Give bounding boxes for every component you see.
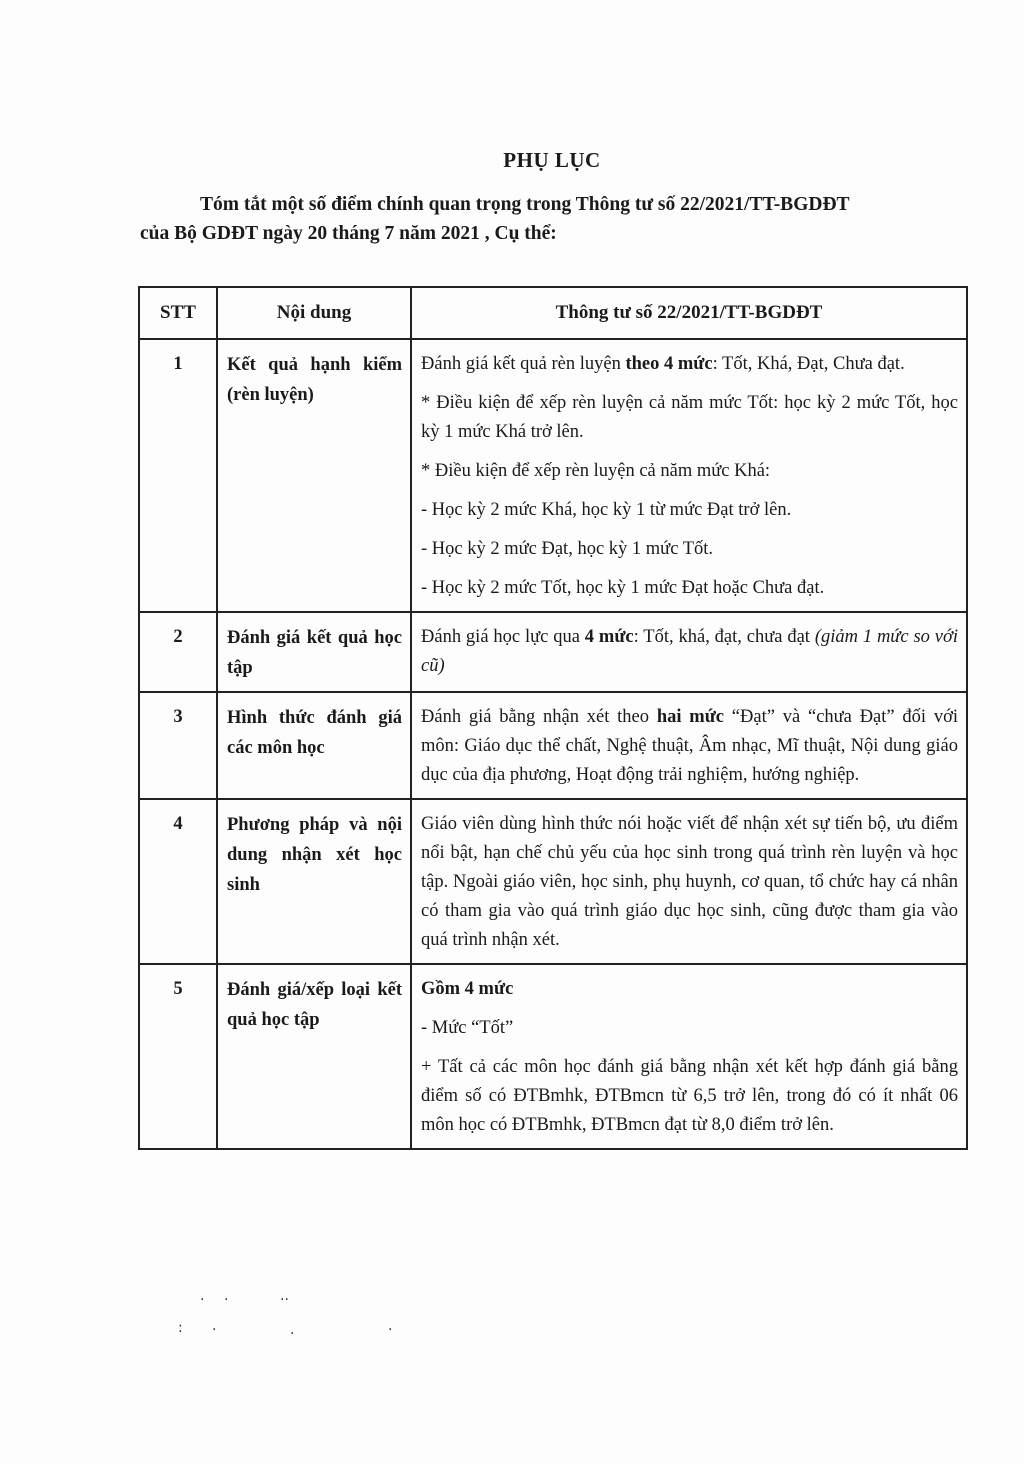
content-paragraph: - Học kỳ 2 mức Tốt, học kỳ 1 mức Đạt hoặc Chưa đạt. <box>421 578 825 598</box>
header-noi-dung: Nội dung <box>217 287 411 339</box>
content-paragraph: Đánh giá học lực qua 4 mức: Tốt, khá, đạt, chưa đạt (giảm 1 mức so với cũ) <box>421 627 959 676</box>
row-number: 4 <box>139 799 217 964</box>
row-number: 5 <box>139 964 217 1149</box>
row-content <box>411 964 967 1149</box>
row-number: 3 <box>139 692 217 799</box>
document-title: PHỤ LỤC <box>503 148 601 172</box>
content-paragraph: Đánh giá bằng nhận xét theo hai mức “Đạt” và “chưa Đạt” đối với môn: Giáo dục thể chất, Nghệ thuật, Âm nhạc, Mĩ thuật, Nội dung giáo dục của địa phương, Hoạt động trải nghiệm, hướng nghiệp. <box>421 707 959 785</box>
document-intro <box>140 190 968 248</box>
intro-line-2: của Bộ GDĐT ngày 20 tháng 7 năm 2021 , Cụ thể: <box>140 223 557 244</box>
scan-speck: · <box>200 1292 205 1308</box>
header-stt: STT <box>139 287 217 339</box>
table-row <box>139 339 967 612</box>
content-paragraph: Gồm 4 mức <box>421 979 514 999</box>
table-header-row <box>139 287 967 339</box>
scan-speck: · <box>224 1292 229 1308</box>
row-number: 2 <box>139 612 217 692</box>
intro-line-1: Tóm tắt một số điểm chính quan trọng trong Thông tư số 22/2021/TT-BGDĐT <box>200 194 850 215</box>
content-paragraph: - Học kỳ 2 mức Khá, học kỳ 1 từ mức Đạt trở lên. <box>421 500 792 520</box>
content-paragraph: - Học kỳ 2 mức Đạt, học kỳ 1 mức Tốt. <box>421 539 714 559</box>
row-topic: Kết quả hạnh kiểm (rèn luyện) <box>217 339 411 612</box>
row-content <box>411 612 967 692</box>
row-number: 1 <box>139 339 217 612</box>
scan-speck: · <box>290 1326 295 1342</box>
content-paragraph: - Mức “Tốt” <box>421 1018 514 1038</box>
summary-table <box>138 286 968 1150</box>
row-content <box>411 692 967 799</box>
scan-speck: · <box>388 1322 393 1338</box>
scan-speck: · <box>212 1322 217 1338</box>
scan-speck: ·· <box>280 1292 289 1308</box>
row-content <box>411 799 967 964</box>
row-topic: Hình thức đánh giá các môn học <box>217 692 411 799</box>
table-row <box>139 964 967 1149</box>
content-paragraph: Đánh giá kết quả rèn luyện theo 4 mức: Tốt, Khá, Đạt, Chưa đạt. <box>421 354 905 374</box>
content-paragraph: * Điều kiện để xếp rèn luyện cả năm mức Tốt: học kỳ 2 mức Tốt, học kỳ 1 mức Khá trở lên. <box>421 393 958 442</box>
table-row <box>139 612 967 692</box>
content-paragraph: Giáo viên dùng hình thức nói hoặc viết để nhận xét sự tiến bộ, ưu điểm nổi bật, hạn chế chủ yếu của học sinh trong quá trình rèn luyện và học tập. Ngoài giáo viên, học sinh, phụ huynh, cơ quan, tổ chức hay cá nhân có tham gia vào quá trình giáo dục học sinh, cũng được tham gia vào quá trình nhận xét. <box>421 814 958 950</box>
row-topic: Đánh giá/xếp loại kết quả học tập <box>217 964 411 1149</box>
header-thong-tu: Thông tư số 22/2021/TT-BGDĐT <box>411 287 967 339</box>
content-paragraph: + Tất cả các môn học đánh giá bằng nhận xét kết hợp đánh giá bằng điểm số có ĐTBmhk, ĐTBmcn từ 6,5 trở lên, trong đó có ít nhất 06 môn học có ĐTBmhk, ĐTBmcn đạt từ 8,0 điểm trở lên. <box>421 1057 958 1135</box>
row-topic: Đánh giá kết quả học tập <box>217 612 411 692</box>
table-row <box>139 692 967 799</box>
table-row <box>139 799 967 964</box>
row-content <box>411 339 967 612</box>
scan-speck: : <box>178 1320 183 1336</box>
content-paragraph: * Điều kiện để xếp rèn luyện cả năm mức Khá: <box>421 461 771 481</box>
row-topic: Phương pháp và nội dung nhận xét học sinh <box>217 799 411 964</box>
